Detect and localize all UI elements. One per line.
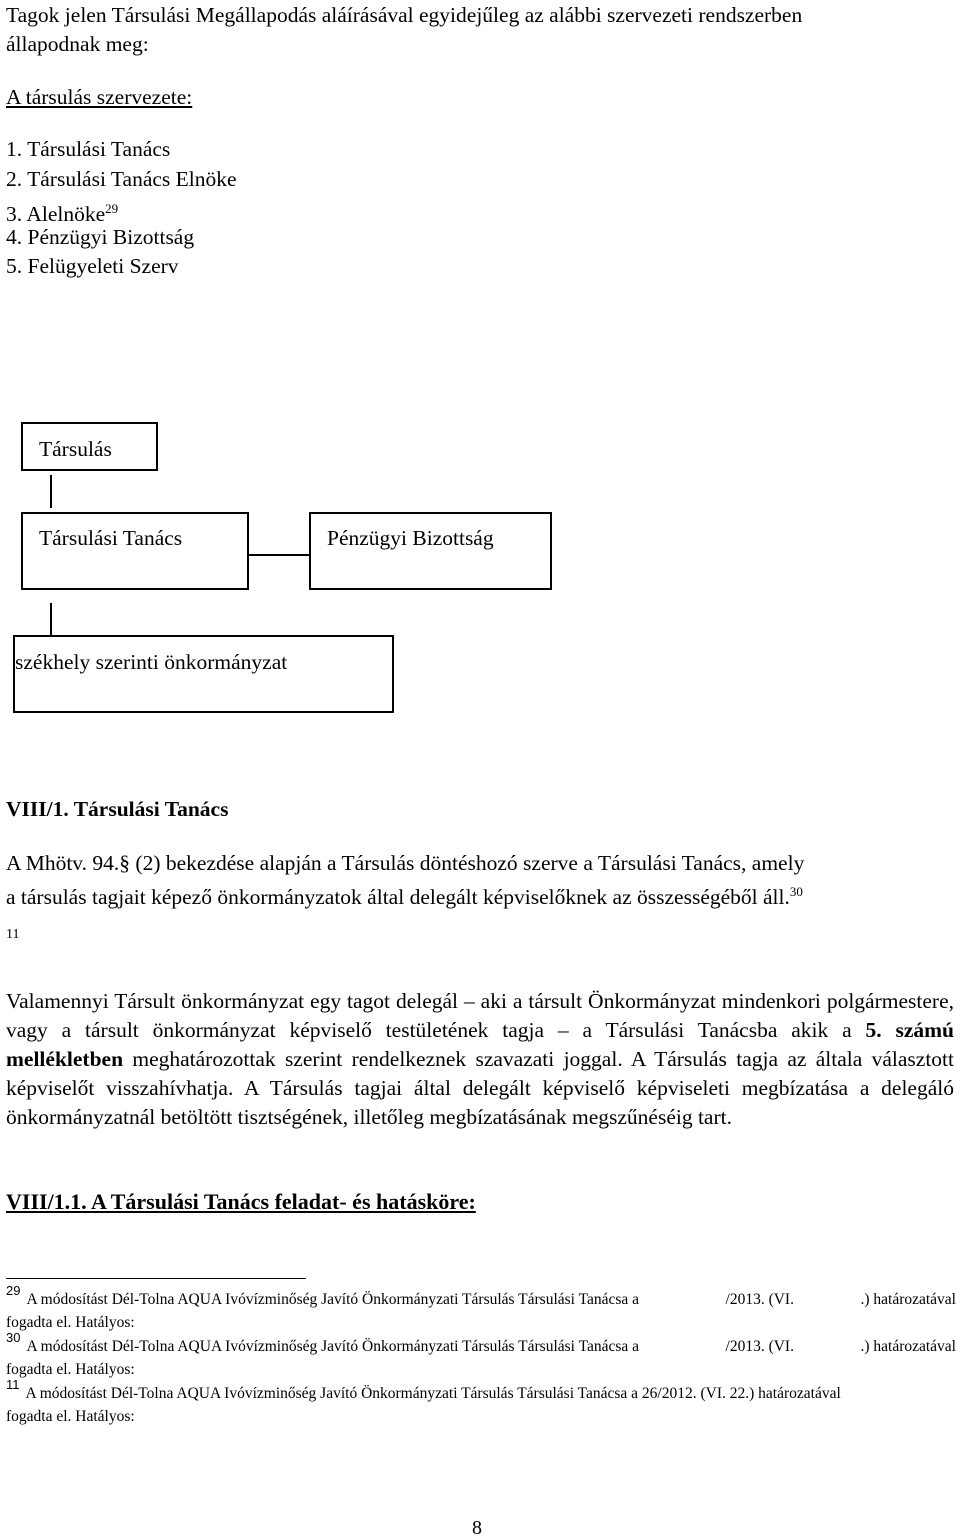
- footnote-11: $^{11}$A módosítást Dél-Tolna AQUA Ivóvízminőség Javító Önkormányzati Társulás Társulási Tanácsa a 26/2012. (VI. 22.) határozatával fogadta el. Hatályos:: [6, 1377, 841, 1425]
- footnote-ref[interactable]: 30: [789, 884, 803, 899]
- footnote-29: $^{29}$A módosítást Dél-Tolna AQUA Ivóvízminőség Javító Önkormányzati Társulás Társulási Tanácsa a /2013. (VI. .) határozatával fogadta el. Hatályos:: [6, 1283, 956, 1331]
- box-penzugyi-bizottsag: Pénzügyi Bizottság: [309, 512, 552, 590]
- org-list-item: 5. Felügyeleti Szerv: [6, 254, 179, 278]
- footnote-number: 29: [6, 1283, 21, 1298]
- paragraph-1-line-2: a társulás tagjait képező önkormányzatok által delegált képviselőknek az összességéből áll.$^{30}$: [6, 884, 803, 910]
- connector-line: [50, 475, 52, 508]
- intro-line-1: Tagok jelen Társulási Megállapodás aláírásával egyidejűleg az alábbi szervezeti rendszerben: [6, 3, 803, 27]
- org-list-item: 2. Társulási Tanács Elnöke: [6, 167, 237, 191]
- footnote-30: $^{30}$A módosítást Dél-Tolna AQUA Ivóvízminőség Javító Önkormányzati Társulás Társulási Tanácsa a /2013. (VI. .) határozatával fogadta el. Hatályos:: [6, 1330, 956, 1378]
- org-list-item: 4. Pénzügyi Bizottság: [6, 225, 195, 249]
- box-tarsulas: Társulás: [21, 422, 158, 471]
- box-szekhely: székhely szerinti önkormányzat: [13, 635, 394, 713]
- subsection-title: VIII/1.1. A Társulási Tanács feladat- és hatásköre:: [6, 1189, 476, 1214]
- footnote-number: 30: [6, 1330, 21, 1345]
- org-list-item: 3. Alelnöke$^{29}$: [6, 201, 119, 227]
- paragraph-1-line-1: A Mhötv. 94.§ (2) bekezdése alapján a Társulás döntéshozó szerve a Társulási Tanács, amely: [6, 851, 805, 875]
- intro-line-2: állapodnak meg:: [6, 32, 149, 56]
- connector-line: [249, 554, 309, 556]
- connector-line: [50, 603, 52, 636]
- box-tarsulasi-tanacs: Társulási Tanács: [21, 512, 249, 590]
- footnote-separator: [6, 1278, 306, 1279]
- footnote-marker: 11: [6, 927, 20, 942]
- section-title: VIII/1. Társulási Tanács: [6, 797, 229, 821]
- footnote-number: 11: [6, 1377, 20, 1392]
- footnote-ref[interactable]: 29: [105, 201, 119, 216]
- org-heading: A társulás szervezete:: [6, 85, 193, 109]
- page-number: 8: [472, 1517, 482, 1539]
- org-list-item: 1. Társulási Tanács: [6, 137, 171, 161]
- paragraph-2: Valamennyi Társult önkormányzat egy tagot delegál – aki a társult Önkormányzat mindenkori polgármestere, vagy a társult önkormányzat képviselő testületének tagja – a Társulási Tanácsba akik a 5. számú mellékletben meghatározottak szerint rendelkeznek szavazati joggal. A Társulás tagja az általa választott képviselőt visszahívhatja. A Társulás tagjai által delegált képviselő képviseleti megbízatása a delegáló önkormányzatnál betöltött tisztségének, illetőleg megbízatásának megszűnéséig tart.: [6, 989, 954, 1129]
